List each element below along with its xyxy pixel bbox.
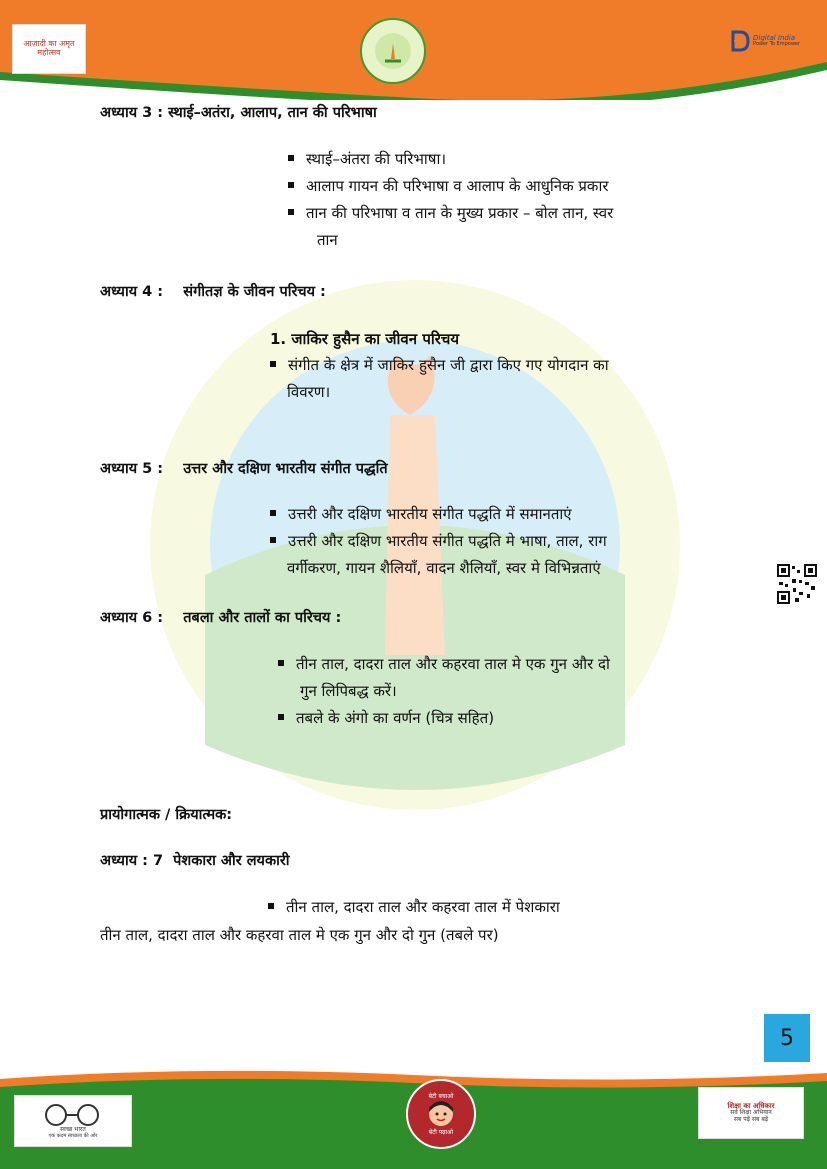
- list-item: उत्तरी और दक्षिण भारतीय संगीत पद्धति में समानताएं: [270, 501, 728, 528]
- beti-padhao-text: बेटी पढ़ाओ: [428, 1129, 454, 1136]
- azadi-amrit-mahotsav-logo: [12, 24, 86, 74]
- shiksha-title: शिक्षा का अधिकार: [727, 1101, 775, 1110]
- chapter-3-list: [288, 146, 728, 254]
- swachh-bharat-text: स्वच्छ भारत: [60, 1125, 86, 1133]
- chapter-4-heading: अध्याय 4 : संगीतज्ञ के जीवन परिचय :: [100, 284, 326, 300]
- bullet-icon: [288, 182, 294, 188]
- qr-code-icon: [777, 564, 817, 604]
- beti-bachao-text: बेटी बचाओ: [428, 1093, 454, 1100]
- bullet-icon: [288, 209, 294, 215]
- shiksha-sub2: सब पढ़ें सब बढ़ें: [733, 1115, 769, 1123]
- list-item: स्थाई–अंतरा की परिभाषा।: [288, 146, 728, 173]
- sarva-shiksha-abhiyan-logo: [698, 1087, 804, 1139]
- digital-india-icon: [730, 30, 750, 52]
- chapter-4-subheading: 1. जाकिर हुसैन का जीवन परिचय: [270, 330, 460, 348]
- list-item: तबले के अंगो का वर्णन (चित्र सहित): [278, 705, 728, 732]
- list-item: उत्तरी और दक्षिण भारतीय संगीत पद्धति मे भाषा, ताल, राग: [270, 528, 728, 555]
- list-item: तीन ताल, दादरा ताल और कहरवा ताल मे एक गुन और दो: [278, 651, 728, 678]
- page-header: [0, 0, 827, 100]
- list-item-continuation: तान: [317, 231, 338, 249]
- bullet-icon: [268, 903, 274, 909]
- practical-heading: प्रायोगात्मक / क्रियात्मक:: [100, 807, 233, 823]
- page-footer: [0, 1069, 827, 1169]
- swachh-bharat-tagline: एक कदम स्वच्छता की ओर: [48, 1132, 98, 1139]
- torch-icon: [373, 31, 413, 71]
- swachh-bharat-logo: [14, 1095, 132, 1147]
- bullet-icon: [278, 660, 284, 666]
- list-item: आलाप गायन की परिभाषा व आलाप के आधुनिक प्रकार: [288, 173, 728, 200]
- bullet-icon: [270, 361, 276, 367]
- chapter-5-list: [270, 501, 728, 582]
- list-item: संगीत के क्षेत्र में जाकिर हुसैन जी द्वारा किए गए योगदान का: [270, 352, 728, 379]
- chapter-7-text: तीन ताल, दादरा ताल और कहरवा ताल मे एक गुन और दो गुन (तबले पर): [100, 926, 499, 944]
- list-item-continuation: वर्गीकरण, गायन शैलियाँ, वादन शैलियाँ, स्वर मे विभिन्नताएं: [287, 559, 601, 577]
- digital-india-tagline: Power To Empower: [753, 41, 801, 47]
- chapter-4-list: [270, 352, 728, 406]
- shiksha-sub: सर्व शिक्षा अभियान: [730, 1109, 772, 1117]
- digital-india-logo: [730, 28, 812, 54]
- page-number: 5: [764, 1014, 810, 1062]
- list-item-continuation: गुन लिपिबद्ध करें।: [300, 682, 397, 700]
- chapter-5-heading: अध्याय 5 : उत्तर और दक्षिण भारतीय संगीत पद्धति: [100, 461, 388, 477]
- hbse-logo: [360, 18, 426, 84]
- list-item-continuation: विवरण।: [287, 383, 331, 401]
- chapter-3-heading: अध्याय 3 : स्थाई–अतंरा, आलाप, तान की परिभाषा: [100, 105, 377, 121]
- chapter-7-heading: अध्याय : 7 पेशकारा और लयकारी: [100, 853, 290, 869]
- list-item: तान की परिभाषा व तान के मुख्य प्रकार – बोल तान, स्वर: [288, 200, 728, 227]
- list-item: तीन ताल, दादरा ताल और कहरवा ताल में पेशकारा: [268, 894, 560, 921]
- bullet-icon: [278, 714, 284, 720]
- bullet-icon: [288, 155, 294, 161]
- left-logo-text: आज़ादी का अमृत महोत्सव: [23, 39, 75, 57]
- digital-india-title: Digital India: [753, 34, 796, 42]
- beti-bachao-beti-padhao-logo: [406, 1079, 476, 1149]
- glasses-icon: [38, 1103, 108, 1127]
- bullet-icon: [270, 510, 276, 516]
- chapter-6-heading: अध्याय 6 : तबला और तालों का परिचय :: [100, 610, 342, 626]
- girl-face-icon: [427, 1100, 455, 1128]
- bullet-icon: [270, 537, 276, 543]
- chapter-6-list: [278, 651, 728, 732]
